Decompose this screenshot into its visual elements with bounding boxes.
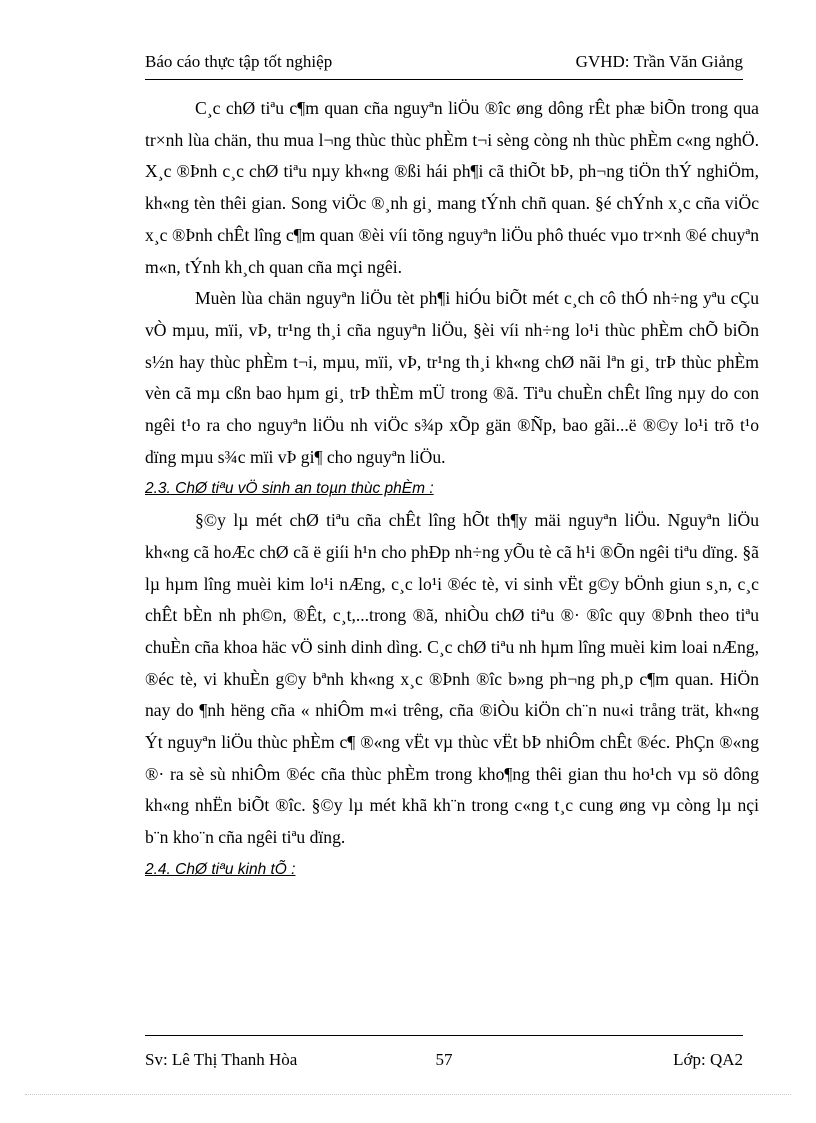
paragraph-selection-requirements: Muèn lùa chän nguyªn liÖu tèt ph¶i hiÓu biÕt mét c¸ch cô thÓ nh÷ng yªu cÇu vÒ mµu, mïi, vÞ, tr¹ng th¸i cña nguyªn liÖu, §èi víi nh÷ng lo¹i thùc phÈm chÕ biÕn s½n hay thùc phÈm t¬i, mµu, mïi, vÞ, tr¹ng th¸i kh«ng chØ nãi lªn gi¸ trÞ thùc phÈm vèn cã mµ cßn bao hµm gi¸ trÞ thÈm mÜ trong ®ã. Tiªu chuÈn chÊt lîng nµy do con ngêi t¹o ra cho nguyªn liÖu nh viÖc s¾p xÕp gän ®Ñp, bao gãi...ë ®©y lo¹i trõ t¹o dïng mµu s¾c mïi vÞ gi¶ cho nguyªn liÖu. [145, 288, 759, 467]
page-bottom-edge [25, 1094, 791, 1095]
paragraph-sensory-criteria: C¸c chØ tiªu c¶m quan cña nguyªn liÖu ®îc øng dông rÊt phæ biÕn trong qua tr×nh lùa chän, thu mua l¬ng thùc thùc phÈm t¬i sèng còng nh thùc phÈm c«ng nghÖ. X¸c ®Þnh c¸c chØ tiªu nµy kh«ng ®ßi hái ph¶i cã thiÕt bÞ, ph¬ng tiÖn thÝ nghiÖm, kh«ng tèn thêi gian. Song viÖc ®¸nh gi¸ mang tÝnh chñ quan. §é chÝnh x¸c cña viÖc x¸c ®Þnh chÊt lîng c¶m quan ®èi víi tõng nguyªn liÖu phô thuéc vµo tr×nh ®é chuyªn m«n, tÝnh kh¸ch quan cña mçi ngêi. [145, 98, 759, 277]
footer-class: Lớp: QA2 [673, 1050, 743, 1069]
page-footer [145, 1050, 743, 1074]
page-body [145, 93, 759, 886]
header-report-title: Báo cáo thực tập tốt nghiệp [145, 52, 333, 71]
page-number: 57 [435, 1050, 453, 1069]
header-supervisor: GVHD: Trần Văn Giảng [575, 52, 743, 71]
section-heading-economic: 2.4. ChØ tiªu kinh tÕ : [145, 860, 296, 878]
section-heading-food-safety: 2.3. ChØ tiªu vÖ sinh an toµn thùc phÈm : [145, 480, 434, 498]
footer-student: Sv: Lê Thị Thanh Hòa [145, 1050, 298, 1069]
header-divider [145, 79, 743, 80]
page-header [145, 52, 743, 78]
footer-divider [145, 1035, 743, 1036]
paragraph-food-safety: §©y lµ mét chØ tiªu cña chÊt lîng hÕt th¶y mäi nguyªn liÖu. Nguyªn liÖu kh«ng cã hoÆc chØ cã ë giíi h¹n cho phÐp nh÷ng yÕu tè cã h¹i ®Õn ngêi tiªu dïng. §ã lµ hµm lîng muèi kim lo¹i nÆng, c¸c lo¹i ®éc tè, vi sinh vËt g©y bÖnh giun s¸n, c¸c chÊt bÈn nh ph©n, ®Êt, c¸t,...trong ®ã, nhiÒu chØ tiªu ®· ®îc quy ®Þnh theo tiªu chuÈn cña khoa häc vÖ sinh dinh dìng. C¸c chØ tiªu nh hµm lîng muèi kim loai nÆng, ®éc tè, vi khuÈn g©y bªnh kh«ng x¸c ®Þnh ®îc b»ng ph¬ng ph¸p c¶m quan. HiÖn nay do ¶nh hëng cña « nhiÔm m«i trêng, cña ®iÒu kiÖn ch¨n nu«i trång trät, kh«ng Ýt nguyªn liÖu thùc phÈm c¶ ®«ng vËt vµ thùc vËt bÞ nhiÔm chÊt ®éc. PhÇn ®«ng ®· ra sè sù nhiÔm ®éc cña thùc phÈm trong kho¶ng thêi gian thu ho¹ch vµ sö dông kh«ng nhËn biÕt ®îc. §©y lµ mét khã kh¨n trong c«ng t¸c cung øng vµ còng lµ nçi b¨n kho¨n cña ngêi tiªu dïng. [145, 510, 759, 848]
